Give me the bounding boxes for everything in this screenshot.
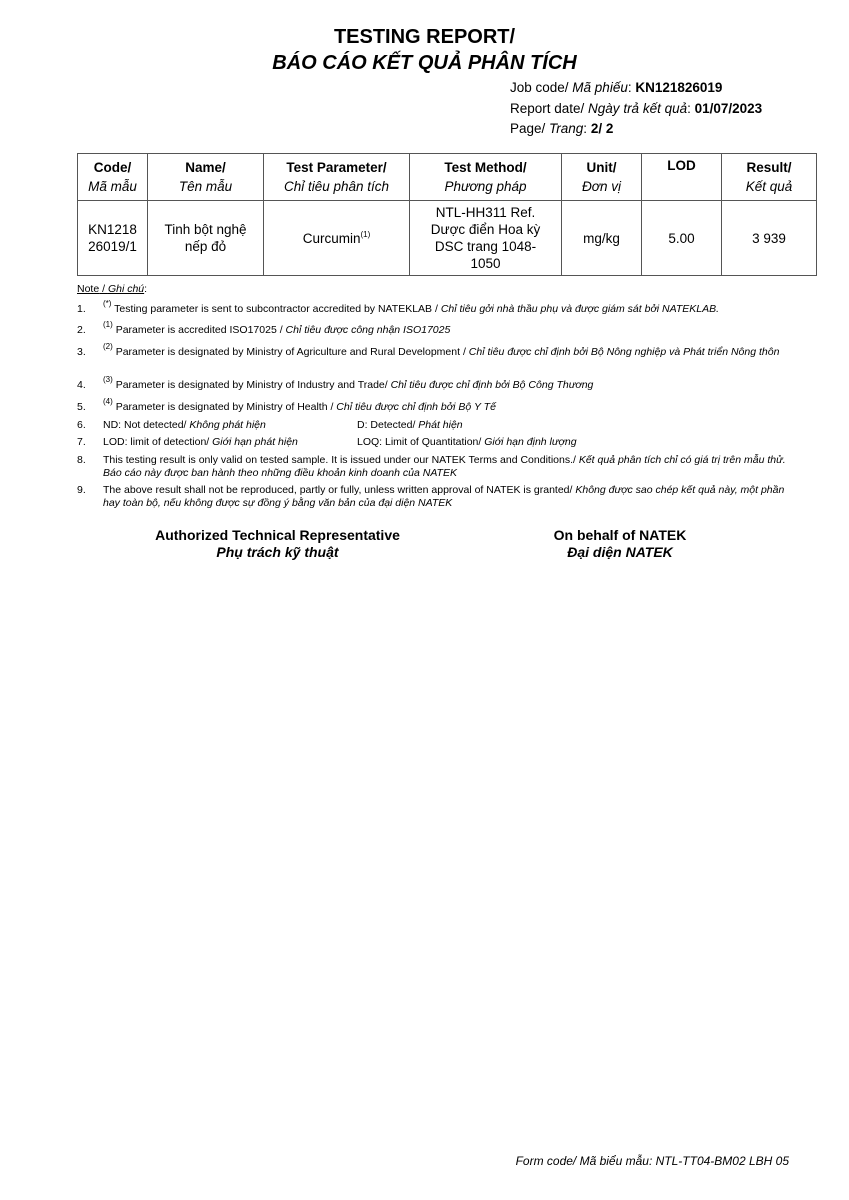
- col-header-parameter: Test Parameter/ Chỉ tiêu phân tích: [264, 154, 410, 201]
- table-row: [78, 201, 817, 276]
- report-date-value: 01/07/2023: [694, 101, 763, 116]
- col-header-method: Test Method/ Phương pháp: [410, 154, 562, 201]
- signature-technical: Authorized Technical Representative Phụ trách kỹ thuật: [155, 527, 400, 560]
- signature-natek: On behalf of NATEK Đại diện NATEK: [553, 527, 687, 560]
- page-label-en: Page/: [510, 121, 550, 136]
- page-line: Page/ Trang: 2/ 2: [510, 121, 614, 136]
- cell-method: NTL-HH311 Ref. Dược điển Hoa kỳ DSC trang 1048- 1050: [410, 201, 562, 276]
- col-header-code: Code/ Mã mẫu: [78, 154, 148, 201]
- table-header-row: [78, 154, 817, 201]
- notes-heading: Note / Ghi chú:: [77, 283, 148, 295]
- form-code: Form code/ Mã biểu mẫu: NTL-TT04-BM02 LBH 05: [515, 1154, 789, 1168]
- cell-parameter: Curcumin$^{(1)}$: [264, 201, 410, 276]
- cell-unit: mg/kg: [562, 201, 642, 276]
- col-header-result: Result/ Kết quả: [722, 154, 817, 201]
- col-header-lod: LOD: [642, 154, 722, 201]
- cell-name: Tinh bột nghệ nếp đỏ: [148, 201, 264, 276]
- cell-lod: 5.00: [642, 201, 722, 276]
- report-date-label-vi: Ngày trả kết quả: [588, 101, 688, 116]
- cell-result: 3 939: [722, 201, 817, 276]
- page-label-vi: Trang: [549, 121, 584, 136]
- job-code-label-vi: Mã phiếu: [572, 80, 628, 95]
- results-table: [77, 153, 817, 276]
- col-header-name: Name/ Tên mẫu: [148, 154, 264, 201]
- report-title-en: TESTING REPORT/: [333, 26, 516, 48]
- job-code-label-en: Job code/: [510, 80, 573, 95]
- page-value: 2/ 2: [590, 121, 614, 136]
- report-title-vi: BÁO CÁO KẾT QUẢ PHÂN TÍCH: [272, 52, 577, 74]
- report-date-label-en: Report date/: [510, 101, 589, 116]
- report-date-line: Report date/ Ngày trả kết quả: 01/07/2023: [510, 101, 763, 116]
- job-code-value: KN121826019: [635, 80, 723, 95]
- cell-code: KN1218 26019/1: [78, 201, 148, 276]
- job-code-line: Job code/ Mã phiếu: KN121826019: [510, 80, 723, 95]
- col-header-unit: Unit/ Đơn vị: [562, 154, 642, 201]
